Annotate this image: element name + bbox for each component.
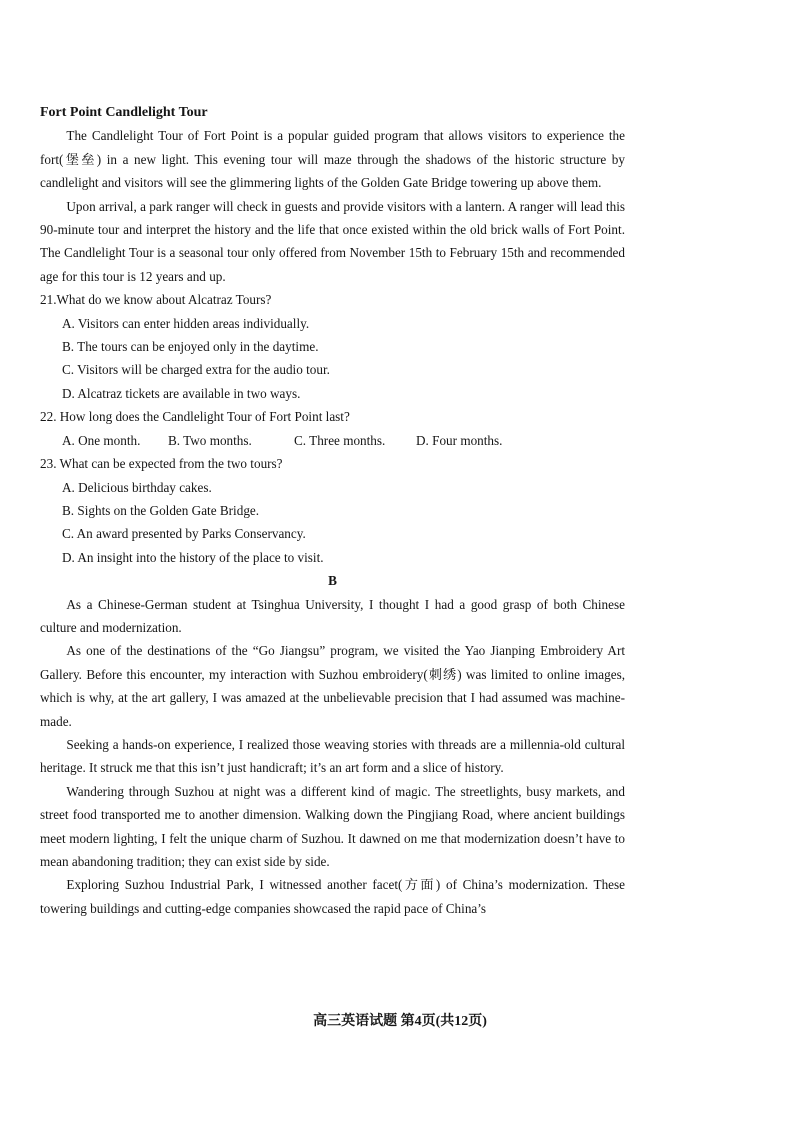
question-22-option-b: B. Two months. [168,432,252,448]
question-21-stem: 21.What do we know about Alcatraz Tours? [40,292,272,308]
question-22-option-d: D. Four months. [416,432,503,448]
passage-b-paragraph: As one of the destinations of the “Go Jiangsu” program, we visited the Yao Jianping Embroidery Art Gallery. Before this encounter, my interaction with Suzhou embroidery(刺绣) was limited to online images, which is why, at the art gallery, I was amazed at the unbelievable precision that I had assumed was machine-made. [40,643,625,729]
question-21-option-c: C. Visitors will be charged extra for the audio tour. [62,362,330,378]
question-23-stem: 23. What can be expected from the two tours? [40,456,283,472]
passage-b-paragraph: Seeking a hands-on experience, I realized those weaving stories with threads are a millennia-old cultural heritage. It struck me that this isn’t just handicraft; it’s an art form and a slice of history. [40,736,625,776]
question-23-option-c: C. An award presented by Parks Conservancy. [62,526,306,542]
question-21-option-a: A. Visitors can enter hidden areas individually. [62,315,310,331]
passage-b-label: B [328,573,337,589]
question-23-option-d: D. An insight into the history of the place to visit. [62,549,324,565]
page-footer: 高三英语试题 第4页(共12页) [313,1014,487,1029]
page-content [40,101,625,920]
passage-a-title: Fort Point Candlelight Tour [40,105,208,120]
question-22-option-c: C. Three months. [294,432,386,448]
passage-a-paragraph: The Candlelight Tour of Fort Point is a popular guided program that allows visitors to experience the fort(堡垒) in a new light. This evening tour will maze through the shadows of the historic structure by candlelight and visitors will see the glimmering lights of the Golden Gate Bridge towering up above them. [40,128,625,191]
question-23-option-b: B. Sights on the Golden Gate Bridge. [62,502,260,518]
passage-b-paragraph: As a Chinese-German student at Tsinghua University, I thought I had a good grasp of both Chinese culture and modernization. [40,596,625,635]
question-22-option-a: A. One month. [62,432,141,448]
question-21-option-b: B. The tours can be enjoyed only in the daytime. [62,339,319,355]
question-23-option-a: A. Delicious birthday cakes. [62,479,212,495]
question-22-stem: 22. How long does the Candlelight Tour of Fort Point last? [40,409,350,425]
passage-b-paragraph: Exploring Suzhou Industrial Park, I witnessed another facet(方面) of China’s modernization. These towering buildings and cutting-edge companies showcased the rapid pace of China’s [40,877,625,916]
passage-a-paragraph: Upon arrival, a park ranger will check in guests and provide visitors with a lantern. A ranger will lead this 90-minute tour and interpret the history and the life that once existed within the old brick walls of Fort Point. The Candlelight Tour is a seasonal tour only offered from November 15th to February 15th and recommended age for this tour is 12 years and up. [40,198,625,284]
question-22-options [40,429,625,452]
passage-b-paragraph: Wandering through Suzhou at night was a different kind of magic. The streetlights, busy markets, and street food transported me to another dimension. Walking down the Pingjiang Road, where ancient buildings meet modern lighting, I felt the unique charm of Suzhou. It dawned on me that modernization doesn’t have to mean abandoning tradition; they can exist side by side. [40,783,625,869]
question-21-option-d: D. Alcatraz tickets are available in two ways. [62,385,301,401]
